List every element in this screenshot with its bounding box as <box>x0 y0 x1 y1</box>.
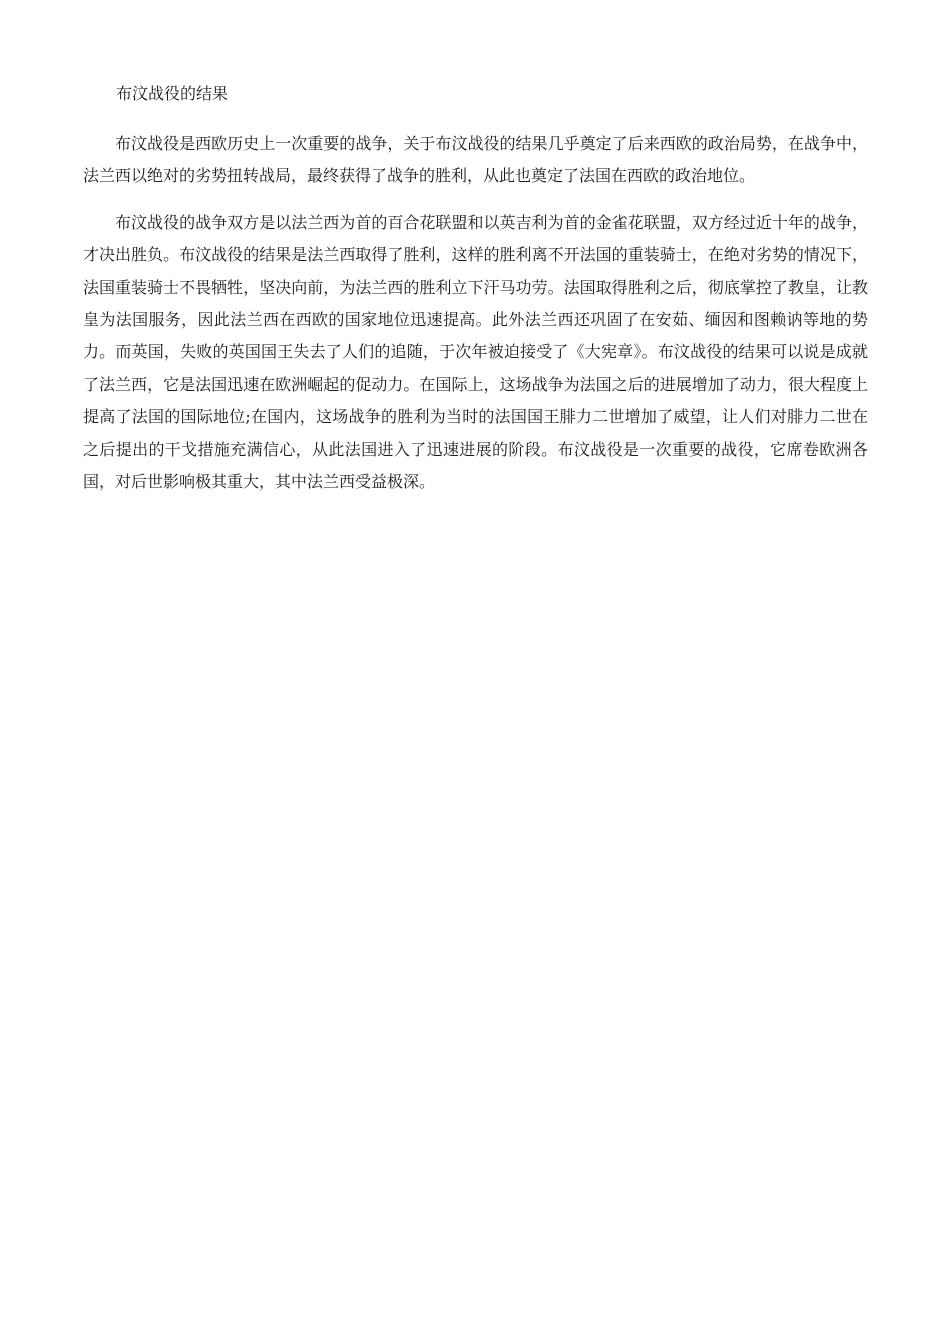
paragraph-intro: 布汶战役是西欧历史上一次重要的战争，关于布汶战役的结果几乎奠定了后来西欧的政治局势，在战争中，法兰西以绝对的劣势扭转战局，最终获得了战争的胜利，从此也奠定了法国在西欧的政治地位。 <box>83 134 868 186</box>
paragraph-body: 布汶战役的战争双方是以法兰西为首的百合花联盟和以英吉利为首的金雀花联盟，双方经过近十年的战争，才决出胜负。布汶战役的结果是法兰西取得了胜利，这样的胜利离不开法国的重装骑士，在绝对劣势的情况下，法国重装骑士不畏牺牲，坚决向前，为法兰西的胜利立下汗马功劳。法国取得胜利之后，彻底掌控了教皇，让教皇为法国服务，因此法兰西在西欧的国家地位迅速提高。此外法兰西还巩固了在安茹、缅因和图赖讷等地的势力。而英国，失败的英国国王失去了人们的追随，于次年被迫接受了《大宪章》。布汶战役的结果可以说是成就了法兰西，它是法国迅速在欧洲崛起的促动力。在国际上，这场战争为法国之后的进展增加了动力，很大程度上提高了法国的国际地位;在国内，这场战争的胜利为当时的法国国王腓力二世增加了威望，让人们对腓力二世在之后提出的干戈措施充满信心，从此法国进入了迅速进展的阶段。布汶战役是一次重要的战役，它席卷欧洲各国，对后世影响极其重大，其中法兰西受益极深。 <box>83 212 868 492</box>
document-title: 布汶战役的结果 <box>116 84 229 103</box>
document-page <box>83 78 868 512</box>
